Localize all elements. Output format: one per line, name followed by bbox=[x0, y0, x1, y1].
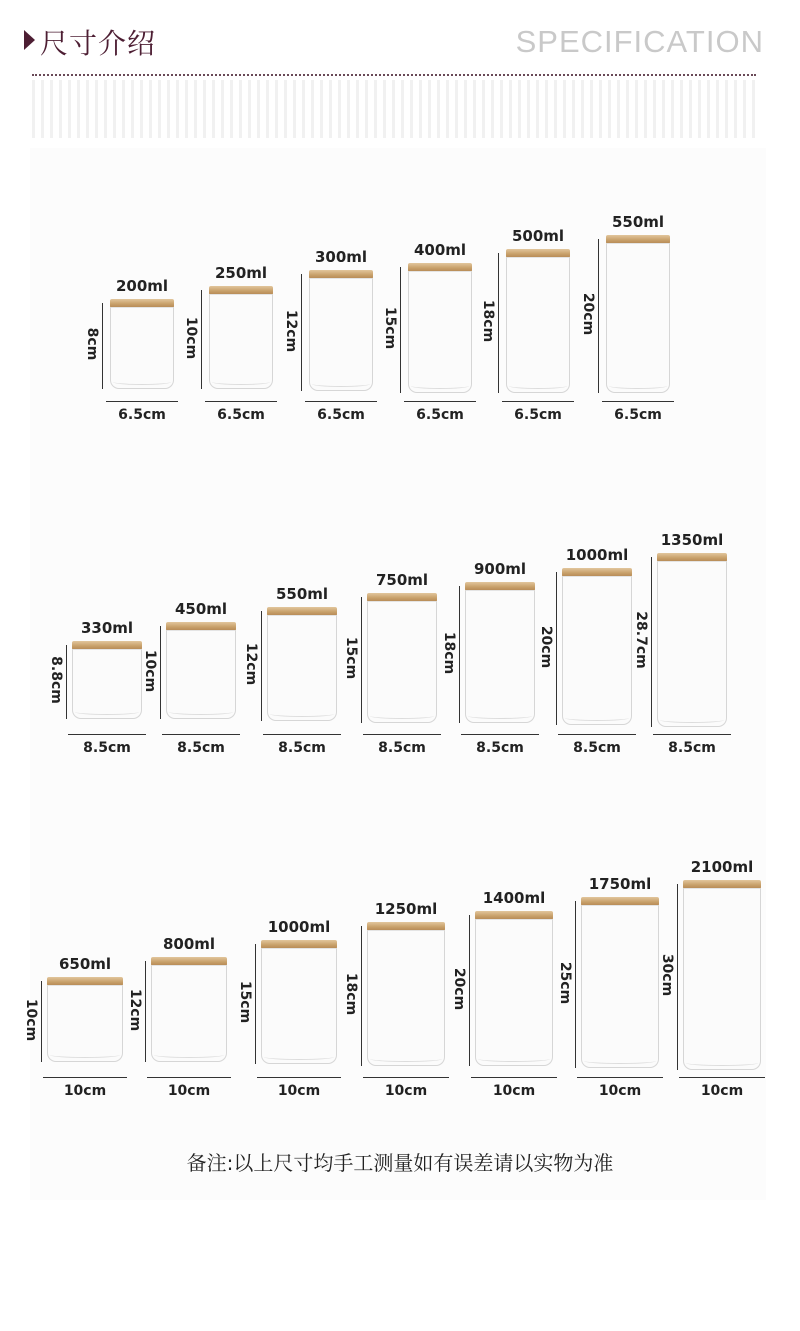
height-label: 18cm bbox=[480, 299, 496, 343]
width-dimension-line bbox=[162, 734, 240, 735]
glass-body bbox=[367, 930, 445, 1066]
width-dimension-line bbox=[653, 734, 731, 735]
header bbox=[0, 0, 800, 80]
decorative-stripes bbox=[32, 80, 760, 138]
width-dimension-line bbox=[363, 1077, 449, 1078]
glass-jar bbox=[562, 568, 632, 725]
width-dimension-line bbox=[305, 401, 377, 402]
width-label: 8.5cm bbox=[668, 740, 716, 756]
glass-body bbox=[683, 888, 761, 1070]
height-label: 15cm bbox=[382, 306, 398, 350]
page-subtitle: SPECIFICATION bbox=[515, 24, 764, 59]
glass-body bbox=[475, 919, 553, 1066]
height-dimension-line bbox=[301, 274, 302, 391]
width-label: 10cm bbox=[167, 1083, 211, 1099]
capacity-label: 750ml bbox=[375, 571, 429, 589]
glass-body bbox=[506, 257, 570, 393]
glass-jar bbox=[151, 957, 227, 1062]
height-dimension-line bbox=[498, 253, 499, 393]
glass-jar bbox=[47, 977, 123, 1062]
height-dimension-line bbox=[66, 645, 67, 719]
capacity-label: 1350ml bbox=[660, 531, 724, 549]
width-label: 6.5cm bbox=[118, 407, 166, 423]
capacity-label: 250ml bbox=[214, 264, 268, 282]
width-label: 10cm bbox=[63, 1083, 107, 1099]
capacity-label: 1750ml bbox=[588, 875, 652, 893]
glass-body bbox=[657, 561, 727, 727]
height-dimension-line bbox=[651, 557, 652, 727]
glass-body bbox=[72, 649, 142, 719]
width-label: 6.5cm bbox=[514, 407, 562, 423]
glass-body bbox=[367, 601, 437, 723]
height-dimension-line bbox=[361, 926, 362, 1066]
height-label: 15cm bbox=[237, 980, 253, 1024]
glass-jar bbox=[110, 299, 174, 389]
capacity-label: 800ml bbox=[162, 935, 216, 953]
height-label: 18cm bbox=[441, 631, 457, 674]
glass-body bbox=[309, 278, 373, 391]
glass-jar bbox=[465, 582, 535, 723]
capacity-label: 200ml bbox=[115, 277, 169, 295]
width-label: 10cm bbox=[492, 1083, 536, 1099]
width-dimension-line bbox=[558, 734, 636, 735]
height-label: 20cm bbox=[580, 292, 596, 336]
width-label: 6.5cm bbox=[614, 407, 662, 423]
width-label: 6.5cm bbox=[217, 407, 265, 423]
width-dimension-line bbox=[502, 401, 574, 402]
width-label: 8.5cm bbox=[378, 740, 426, 756]
height-label: 12cm bbox=[283, 309, 299, 352]
capacity-label: 550ml bbox=[611, 213, 665, 231]
width-dimension-line bbox=[471, 1077, 557, 1078]
width-label: 10cm bbox=[277, 1083, 321, 1099]
glass-body bbox=[261, 948, 337, 1064]
width-label: 8.5cm bbox=[573, 740, 621, 756]
glass-body bbox=[209, 294, 273, 389]
glass-jar bbox=[657, 553, 727, 727]
glass-body bbox=[166, 630, 236, 719]
capacity-label: 300ml bbox=[314, 248, 368, 266]
width-dimension-line bbox=[602, 401, 674, 402]
dotted-divider bbox=[32, 74, 756, 76]
width-label: 10cm bbox=[384, 1083, 428, 1099]
height-dimension-line bbox=[459, 586, 460, 723]
width-label: 8.5cm bbox=[83, 740, 131, 756]
height-label: 8.8cm bbox=[48, 656, 64, 704]
width-dimension-line bbox=[404, 401, 476, 402]
height-dimension-line bbox=[160, 626, 161, 719]
glass-jar bbox=[506, 249, 570, 393]
height-label: 10cm bbox=[142, 649, 158, 692]
width-label: 10cm bbox=[598, 1083, 642, 1099]
height-dimension-line bbox=[556, 572, 557, 725]
height-dimension-line bbox=[102, 303, 103, 389]
capacity-label: 400ml bbox=[413, 241, 467, 259]
width-label: 8.5cm bbox=[278, 740, 326, 756]
width-label: 8.5cm bbox=[177, 740, 225, 756]
capacity-label: 1000ml bbox=[565, 546, 629, 564]
height-label: 12cm bbox=[243, 642, 259, 686]
height-label: 10cm bbox=[23, 998, 39, 1041]
height-dimension-line bbox=[598, 239, 599, 393]
width-label: 6.5cm bbox=[416, 407, 464, 423]
capacity-label: 550ml bbox=[275, 585, 329, 603]
glass-jar bbox=[367, 593, 437, 723]
height-label: 20cm bbox=[451, 967, 467, 1010]
glass-jar bbox=[309, 270, 373, 391]
glass-jar bbox=[581, 897, 659, 1068]
glass-jar bbox=[367, 922, 445, 1066]
capacity-label: 900ml bbox=[473, 560, 527, 578]
height-label: 25cm bbox=[557, 961, 573, 1004]
height-dimension-line bbox=[575, 901, 576, 1068]
height-dimension-line bbox=[400, 267, 401, 393]
height-dimension-line bbox=[677, 884, 678, 1070]
width-label: 6.5cm bbox=[317, 407, 365, 423]
height-dimension-line bbox=[361, 597, 362, 723]
glass-body bbox=[581, 905, 659, 1068]
capacity-label: 500ml bbox=[511, 227, 565, 245]
height-label: 28.7cm bbox=[633, 611, 649, 669]
width-dimension-line bbox=[147, 1077, 231, 1078]
width-label: 8.5cm bbox=[476, 740, 524, 756]
height-dimension-line bbox=[145, 961, 146, 1062]
triangle-marker-icon bbox=[24, 30, 35, 50]
width-dimension-line bbox=[577, 1077, 663, 1078]
glass-body bbox=[408, 271, 472, 393]
disclaimer-note: 备注:以上尺寸均手工测量如有误差请以实物为准 bbox=[186, 1151, 614, 1175]
glass-body bbox=[47, 985, 123, 1062]
capacity-label: 330ml bbox=[80, 619, 134, 637]
glass-body bbox=[110, 307, 174, 389]
capacity-label: 450ml bbox=[174, 600, 228, 618]
glass-jar bbox=[166, 622, 236, 719]
glass-jar bbox=[606, 235, 670, 393]
glass-jar bbox=[209, 286, 273, 389]
glass-jar bbox=[267, 607, 337, 721]
width-dimension-line bbox=[263, 734, 341, 735]
width-dimension-line bbox=[68, 734, 146, 735]
page-title: 尺寸介绍 bbox=[40, 27, 157, 60]
glass-body bbox=[267, 615, 337, 721]
width-dimension-line bbox=[205, 401, 277, 402]
width-dimension-line bbox=[461, 734, 539, 735]
glass-jar bbox=[475, 911, 553, 1066]
glass-body bbox=[151, 965, 227, 1062]
height-label: 15cm bbox=[343, 636, 359, 680]
height-dimension-line bbox=[469, 915, 470, 1066]
width-dimension-line bbox=[43, 1077, 127, 1078]
width-label: 10cm bbox=[700, 1083, 744, 1099]
capacity-label: 1400ml bbox=[482, 889, 546, 907]
height-label: 10cm bbox=[183, 316, 199, 359]
glass-jar bbox=[408, 263, 472, 393]
glass-body bbox=[465, 590, 535, 723]
height-label: 12cm bbox=[127, 988, 143, 1031]
capacity-label: 1250ml bbox=[374, 900, 438, 918]
capacity-label: 2100ml bbox=[690, 858, 754, 876]
height-dimension-line bbox=[41, 981, 42, 1062]
capacity-label: 1000ml bbox=[267, 918, 331, 936]
height-dimension-line bbox=[255, 944, 256, 1064]
height-label: 20cm bbox=[538, 625, 554, 668]
width-dimension-line bbox=[257, 1077, 341, 1078]
height-label: 8cm bbox=[84, 327, 100, 361]
height-dimension-line bbox=[201, 290, 202, 389]
glass-body bbox=[606, 243, 670, 393]
height-dimension-line bbox=[261, 611, 262, 721]
width-dimension-line bbox=[679, 1077, 765, 1078]
width-dimension-line bbox=[106, 401, 178, 402]
width-dimension-line bbox=[363, 734, 441, 735]
glass-body bbox=[562, 576, 632, 725]
glass-jar bbox=[72, 641, 142, 719]
capacity-label: 650ml bbox=[58, 955, 112, 973]
height-label: 18cm bbox=[343, 972, 359, 1016]
glass-jar bbox=[683, 880, 761, 1070]
glass-jar bbox=[261, 940, 337, 1064]
height-label: 30cm bbox=[659, 953, 675, 997]
